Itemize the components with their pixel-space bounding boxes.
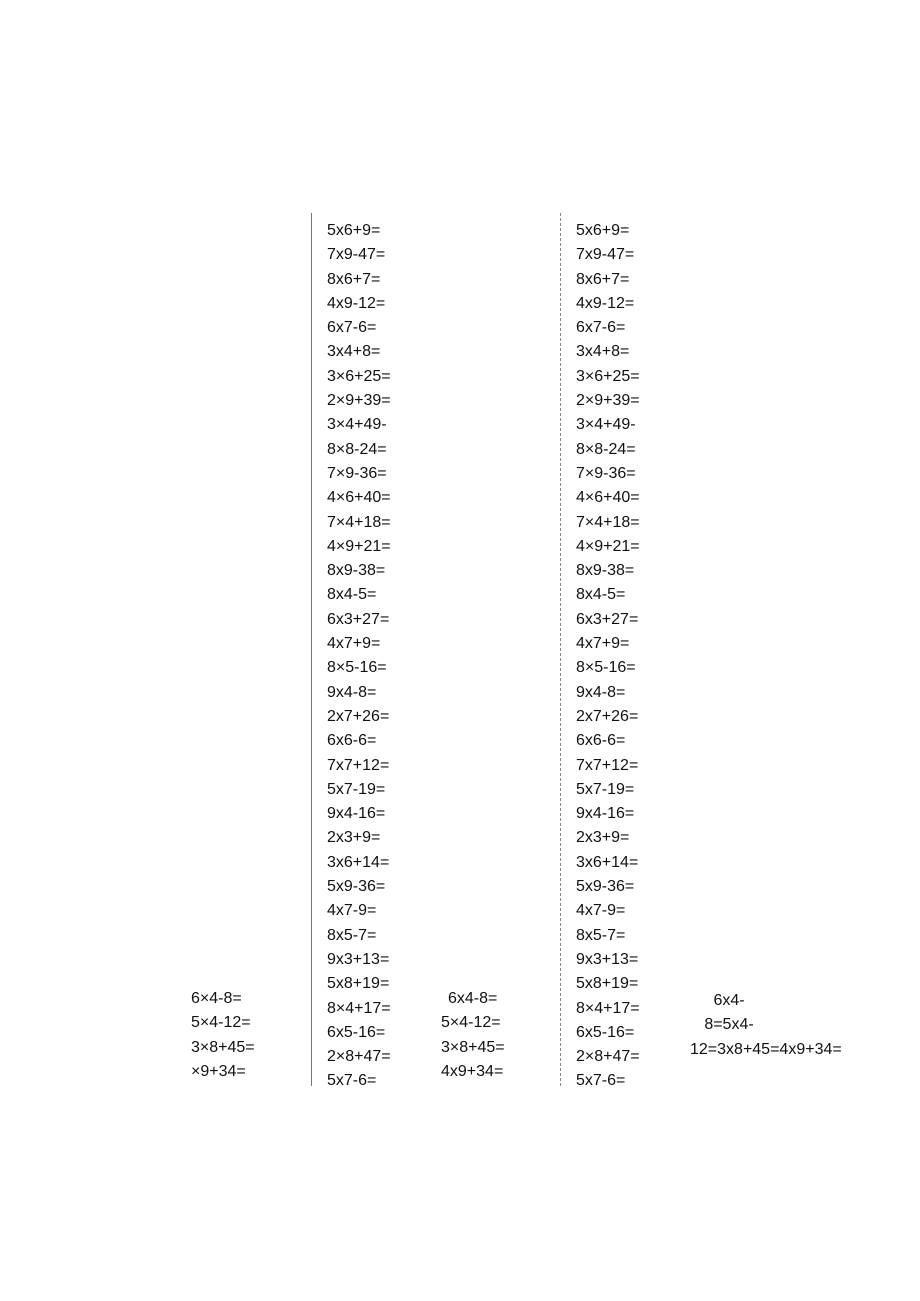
problem-column-b — [576, 219, 640, 1094]
math-problem: 2×8+47= — [327, 1048, 391, 1066]
math-problem: 8×8-24= — [576, 440, 636, 458]
math-problem: 4x7+9= — [576, 635, 630, 653]
math-problem: 2×9+39= — [327, 392, 391, 410]
math-problem: 8×4+17= — [576, 999, 640, 1017]
math-problem: 9x4-8= — [327, 683, 377, 701]
math-problem: 7x9-47= — [576, 246, 635, 264]
math-problem: 6x3+27= — [327, 610, 390, 628]
math-problem: 3×6+25= — [327, 367, 391, 385]
math-problem: 5x8+19= — [576, 975, 639, 993]
math-problem: 4×6+40= — [576, 489, 640, 507]
math-problem: 5x6+9= — [576, 222, 630, 239]
dashed-column-divider — [560, 213, 562, 1086]
math-problem: 2x7+26= — [576, 707, 639, 725]
math-problem: 9x4-8= — [576, 683, 626, 701]
math-problem: 6x6-6= — [576, 732, 626, 750]
left-problem: 6×4-8= — [191, 990, 242, 1007]
math-problem: 7x7+12= — [327, 756, 390, 774]
math-problem: 8x6+7= — [576, 270, 630, 288]
math-problem: 7×9-36= — [576, 464, 636, 482]
math-problem: 7x7+12= — [576, 756, 639, 774]
math-problem: 6x5-16= — [576, 1023, 635, 1041]
math-problem: 7×4+18= — [576, 513, 640, 531]
math-problem: 8×8-24= — [327, 440, 387, 458]
math-problem: 3x6+14= — [576, 853, 639, 871]
middle-problem: 5×4-12= — [441, 1014, 501, 1032]
math-problem: 8x9-38= — [327, 562, 386, 580]
math-problem: 7×4+18= — [327, 513, 391, 531]
math-problem: 8×5-16= — [327, 659, 387, 677]
right-problem-block: 6x4-8=5x4-12=3x8+45=4x9+34= — [690, 992, 842, 1058]
solid-column-divider — [311, 213, 312, 1086]
math-problem: 2x3+9= — [327, 829, 381, 847]
math-problem: 9x3+13= — [327, 950, 390, 968]
math-problem: 3x4+8= — [576, 343, 630, 361]
math-problem: 9x4-16= — [327, 805, 386, 823]
middle-problem-block — [441, 987, 505, 1085]
left-problem-block — [191, 987, 255, 1085]
math-problem: 9x3+13= — [576, 950, 639, 968]
math-problem: 6x6-6= — [327, 732, 377, 750]
math-problem: 4x7-9= — [327, 902, 377, 920]
math-problem: 7x9-47= — [327, 246, 386, 264]
math-problem: 8x4-5= — [327, 586, 377, 604]
math-problem: 6x5-16= — [327, 1023, 386, 1041]
problem-column-a — [327, 219, 391, 1094]
left-problem: ×9+34= — [191, 1063, 246, 1081]
math-problem: 5x9-36= — [327, 878, 386, 896]
math-problem: 5x8+19= — [327, 975, 390, 993]
math-problem: 4×9+21= — [327, 537, 391, 555]
left-problem: 3×8+45= — [191, 1038, 255, 1056]
math-problem: 5x7-19= — [327, 780, 386, 798]
math-problem: 8x4-5= — [576, 586, 626, 604]
math-problem: 3×4+49- — [576, 416, 636, 434]
math-problem: 8x5-7= — [576, 926, 626, 944]
math-problem: 8x6+7= — [327, 270, 381, 288]
math-problem: 3x6+14= — [327, 853, 390, 871]
math-problem: 4x7-9= — [576, 902, 626, 920]
middle-problem: 3×8+45= — [441, 1038, 505, 1056]
math-problem: 3×6+25= — [576, 367, 640, 385]
math-problem: 8x9-38= — [576, 562, 635, 580]
math-problem: 5x9-36= — [576, 878, 635, 896]
math-problem: 2×9+39= — [576, 392, 640, 410]
middle-problem: 4x9+34= — [441, 1063, 504, 1081]
math-problem: 2×8+47= — [576, 1048, 640, 1066]
math-problem: 4x9-12= — [576, 294, 635, 312]
math-problem: 8x5-7= — [327, 926, 377, 944]
math-problem: 4x9-12= — [327, 294, 386, 312]
math-problem: 9x4-16= — [576, 805, 635, 823]
middle-problem: 6x4-8= — [448, 990, 498, 1007]
math-problem: 6x7-6= — [327, 319, 377, 337]
math-problem: 3x4+8= — [327, 343, 381, 361]
math-problem: 7×9-36= — [327, 464, 387, 482]
left-problem: 5×4-12= — [191, 1014, 251, 1032]
math-problem: 5x7-19= — [576, 780, 635, 798]
math-problem: 8×5-16= — [576, 659, 636, 677]
math-problem: 4x7+9= — [327, 635, 381, 653]
math-problem: 4×6+40= — [327, 489, 391, 507]
math-problem: 8×4+17= — [327, 999, 391, 1017]
math-problem: 6x7-6= — [576, 319, 626, 337]
math-problem: 2x3+9= — [576, 829, 630, 847]
math-problem: 3×4+49- — [327, 416, 387, 434]
math-problem: 2x7+26= — [327, 707, 390, 725]
math-problem: 5x7-6= — [576, 1072, 626, 1090]
math-problem: 4×9+21= — [576, 537, 640, 555]
math-problem: 5x7-6= — [327, 1072, 377, 1090]
math-problem: 5x6+9= — [327, 222, 381, 239]
math-problem: 6x3+27= — [576, 610, 639, 628]
